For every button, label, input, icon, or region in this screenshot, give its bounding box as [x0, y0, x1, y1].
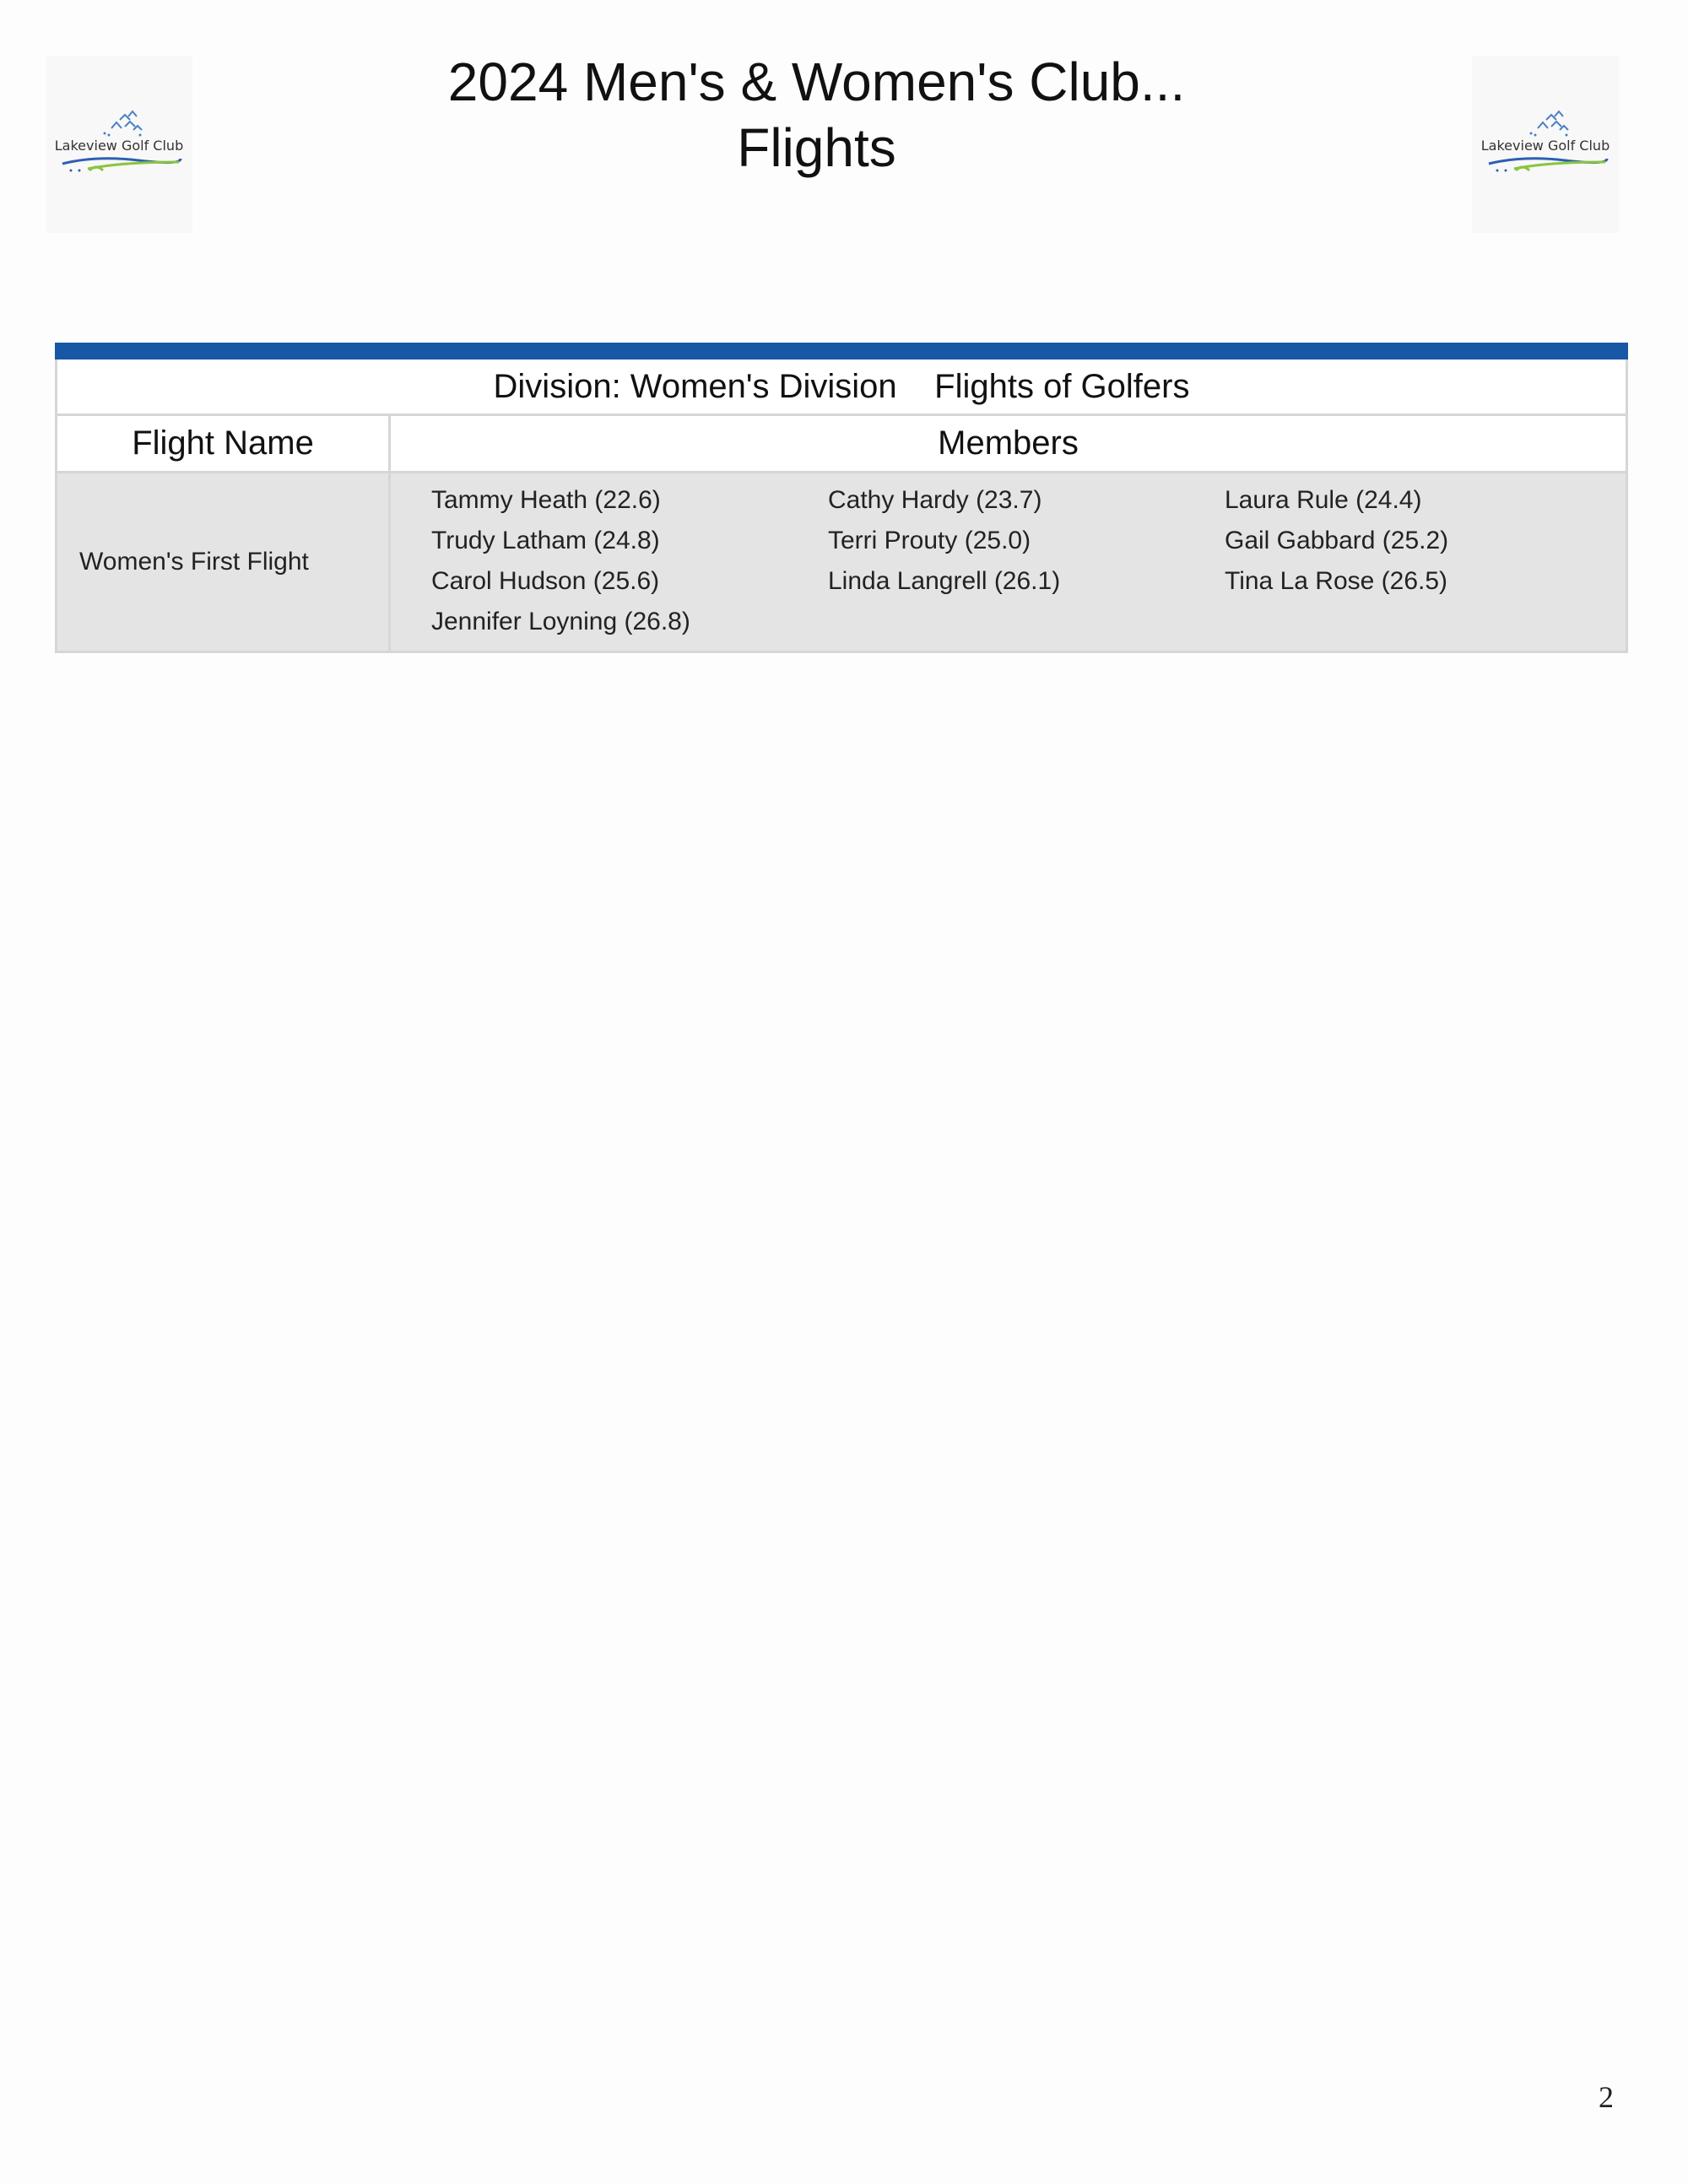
member-entry: Cathy Hardy (23.7) [828, 486, 1042, 514]
member-entry: Terri Prouty (25.0) [828, 527, 1031, 554]
member-entry: Trudy Latham (24.8) [431, 527, 660, 554]
member-entry: Jennifer Loyning (26.8) [431, 608, 690, 635]
club-logo-left [46, 56, 192, 233]
table-accent-bar [55, 343, 1628, 359]
member-entry: Tina La Rose (26.5) [1225, 567, 1448, 595]
flights-table [55, 343, 1628, 653]
logo-text: Lakeview Golf Club [1480, 138, 1610, 154]
golf-club-logo-icon [46, 56, 192, 233]
members-list [431, 480, 1626, 642]
flights-grid [55, 359, 1628, 653]
member-entry: Carol Hudson (25.6) [431, 567, 660, 595]
flight-name: Women's First Flight [57, 473, 390, 652]
division-heading [57, 359, 1627, 415]
division-label: Division: Women's Division [493, 367, 897, 405]
page-title-line-1: 2024 Men's & Women's Club... [447, 51, 1186, 112]
page-title-line-2: Flights [737, 117, 896, 178]
page-title [279, 49, 1355, 181]
member-entry: Laura Rule (24.4) [1225, 486, 1422, 514]
table-header-row [57, 415, 1627, 473]
flight-members [390, 473, 1627, 652]
member-entry: Linda Langrell (26.1) [828, 567, 1061, 595]
member-entry: Gail Gabbard (25.2) [1225, 527, 1449, 554]
golf-club-logo-icon [1472, 56, 1619, 233]
logo-text: Lakeview Golf Club [54, 138, 184, 154]
division-subtitle: Flights of Golfers [934, 367, 1190, 405]
column-header-flight-name: Flight Name [57, 415, 390, 473]
page-number: 2 [1599, 2080, 1614, 2114]
member-entry: Tammy Heath (22.6) [431, 486, 661, 514]
table-row [57, 473, 1627, 652]
division-row [57, 359, 1627, 415]
club-logo-right [1472, 56, 1619, 233]
column-header-members: Members [390, 415, 1627, 473]
